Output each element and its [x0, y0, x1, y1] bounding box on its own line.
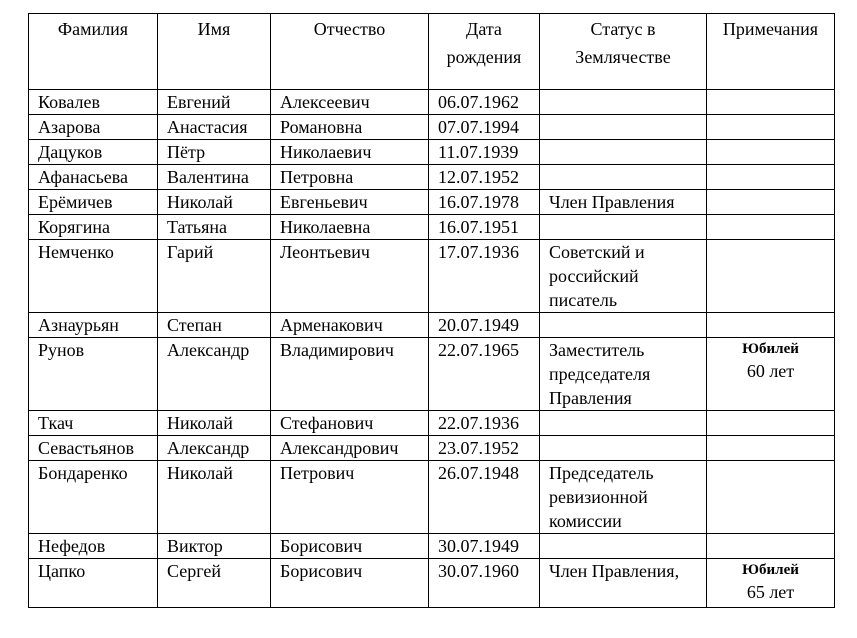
table-row — [29, 240, 835, 313]
cell-notes — [707, 190, 835, 215]
cell-notes — [707, 165, 835, 190]
cell-dob: 17.07.1936 — [429, 240, 540, 313]
cell-notes — [707, 140, 835, 165]
cell-status — [540, 140, 707, 165]
table-row — [29, 559, 835, 608]
cell-dob: 16.07.1978 — [429, 190, 540, 215]
cell-notes — [707, 313, 835, 338]
cell-notes — [707, 115, 835, 140]
cell-status — [540, 115, 707, 140]
table-row — [29, 313, 835, 338]
cell-surname: Ковалев — [29, 90, 158, 115]
cell-notes — [707, 534, 835, 559]
cell-surname: Дацуков — [29, 140, 158, 165]
cell-patronymic: Борисович — [271, 534, 429, 559]
cell-patronymic: Владимирович — [271, 338, 429, 411]
cell-name: Николай — [158, 190, 271, 215]
cell-patronymic: Николаевич — [271, 140, 429, 165]
cell-status: Член Правления, — [540, 559, 707, 608]
cell-dob: 22.07.1965 — [429, 338, 540, 411]
cell-dob: 11.07.1939 — [429, 140, 540, 165]
note-title: Юбилей — [742, 562, 799, 578]
cell-notes — [707, 338, 835, 411]
cell-surname: Рунов — [29, 338, 158, 411]
table-row — [29, 534, 835, 559]
cell-patronymic: Романовна — [271, 115, 429, 140]
cell-dob: 06.07.1962 — [429, 90, 540, 115]
table-row — [29, 411, 835, 436]
header-status: Статус в Землячестве — [540, 14, 707, 90]
table-row — [29, 115, 835, 140]
cell-patronymic: Арменакович — [271, 313, 429, 338]
table-row — [29, 165, 835, 190]
cell-notes — [707, 240, 835, 313]
cell-name: Степан — [158, 313, 271, 338]
cell-patronymic: Алексеевич — [271, 90, 429, 115]
cell-surname: Нефедов — [29, 534, 158, 559]
cell-dob: 23.07.1952 — [429, 436, 540, 461]
header-name: Имя — [158, 14, 271, 90]
header-notes: Примечания — [707, 14, 835, 90]
cell-dob: 26.07.1948 — [429, 461, 540, 534]
cell-name: Татьяна — [158, 215, 271, 240]
cell-status — [540, 165, 707, 190]
cell-patronymic: Леонтьевич — [271, 240, 429, 313]
note-subtitle: 65 лет — [746, 582, 795, 602]
cell-dob: 22.07.1936 — [429, 411, 540, 436]
cell-status: Председатель ревизионной комиссии — [540, 461, 707, 534]
cell-name: Гарий — [158, 240, 271, 313]
cell-patronymic: Петровна — [271, 165, 429, 190]
cell-surname: Афанасьева — [29, 165, 158, 190]
cell-dob: 12.07.1952 — [429, 165, 540, 190]
cell-status: Заместитель председателя Правления — [540, 338, 707, 411]
cell-surname: Цапко — [29, 559, 158, 608]
birthdays-table — [28, 13, 835, 608]
cell-notes — [707, 90, 835, 115]
cell-surname: Немченко — [29, 240, 158, 313]
cell-name: Александр — [158, 436, 271, 461]
cell-status — [540, 411, 707, 436]
table-row — [29, 338, 835, 411]
cell-status: Член Правления — [540, 190, 707, 215]
note-title: Юбилей — [742, 341, 799, 357]
cell-patronymic: Александрович — [271, 436, 429, 461]
cell-name: Николай — [158, 411, 271, 436]
cell-notes — [707, 461, 835, 534]
cell-status — [540, 215, 707, 240]
cell-status: Советский и российский писатель — [540, 240, 707, 313]
table-row — [29, 90, 835, 115]
cell-dob: 07.07.1994 — [429, 115, 540, 140]
cell-surname: Бондаренко — [29, 461, 158, 534]
cell-patronymic: Николаевна — [271, 215, 429, 240]
cell-surname: Азарова — [29, 115, 158, 140]
cell-patronymic: Евгеньевич — [271, 190, 429, 215]
table-row — [29, 461, 835, 534]
cell-status — [540, 313, 707, 338]
cell-surname: Корягина — [29, 215, 158, 240]
cell-surname: Азнаурьян — [29, 313, 158, 338]
table-row — [29, 436, 835, 461]
cell-status — [540, 90, 707, 115]
table-row — [29, 190, 835, 215]
header-surname: Фамилия — [29, 14, 158, 90]
header-patronymic: Отчество — [271, 14, 429, 90]
cell-notes — [707, 436, 835, 461]
note-subtitle: 60 лет — [746, 361, 795, 381]
header-row — [29, 14, 835, 90]
cell-notes — [707, 411, 835, 436]
cell-name: Евгений — [158, 90, 271, 115]
cell-dob: 30.07.1960 — [429, 559, 540, 608]
header-dob: Дата рождения — [429, 14, 540, 90]
cell-notes — [707, 215, 835, 240]
table-row — [29, 215, 835, 240]
cell-name: Виктор — [158, 534, 271, 559]
cell-status — [540, 436, 707, 461]
cell-name: Сергей — [158, 559, 271, 608]
cell-name: Валентина — [158, 165, 271, 190]
cell-surname: Ерёмичев — [29, 190, 158, 215]
cell-notes — [707, 559, 835, 608]
cell-dob: 20.07.1949 — [429, 313, 540, 338]
cell-name: Николай — [158, 461, 271, 534]
cell-dob: 30.07.1949 — [429, 534, 540, 559]
cell-name: Пётр — [158, 140, 271, 165]
cell-surname: Севастьянов — [29, 436, 158, 461]
cell-patronymic: Петрович — [271, 461, 429, 534]
cell-status — [540, 534, 707, 559]
cell-name: Александр — [158, 338, 271, 411]
cell-name: Анастасия — [158, 115, 271, 140]
cell-patronymic: Борисович — [271, 559, 429, 608]
cell-patronymic: Стефанович — [271, 411, 429, 436]
cell-dob: 16.07.1951 — [429, 215, 540, 240]
table-row — [29, 140, 835, 165]
cell-surname: Ткач — [29, 411, 158, 436]
